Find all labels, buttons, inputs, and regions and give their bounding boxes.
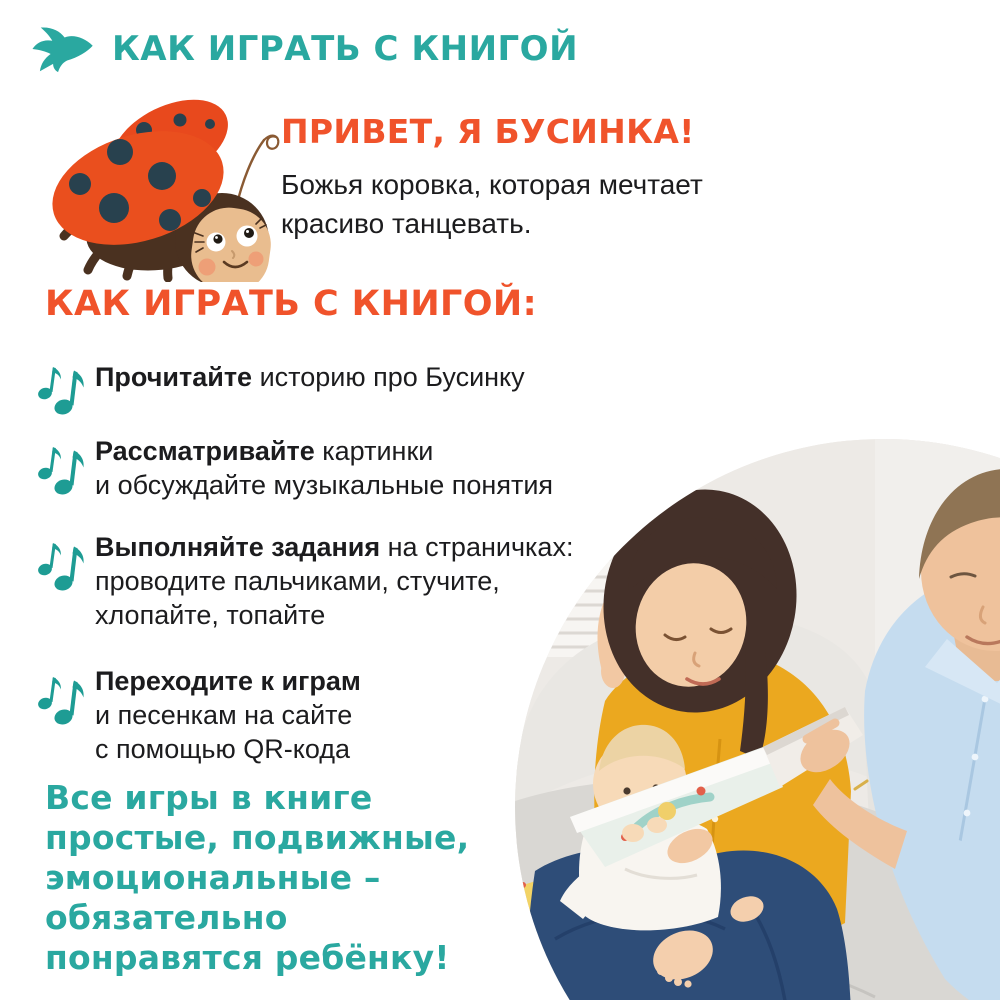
list-item [36,530,646,632]
closing-text [45,778,469,978]
closing-line: простые, подвижные, [45,818,470,857]
closing-line: понравятся ребёнку! [45,938,450,977]
bird-icon [30,22,96,76]
list-item-line: Переходите к играм [95,666,361,696]
hero-description [281,165,761,243]
list-item-line: проводите пальчиками, стучите, [95,566,500,596]
list-item-line: и песенкам на сайте [95,700,353,730]
list-item [36,348,646,418]
music-note-icon [36,440,86,498]
list-item-text [95,530,573,632]
closing-line: Все игры в книге [45,778,373,817]
list-item-line: Рассматривайте картинки [95,436,434,466]
music-note-icon [36,670,86,728]
header [30,22,578,76]
closing-line: эмоциональные – [45,858,381,897]
hero-title: ПРИВЕТ, Я БУСИНКА! [281,112,695,151]
hero-desc-line: красиво танцевать. [281,208,532,239]
list-item-line: хлопайте, топайте [95,600,326,630]
list-item-text [95,664,361,766]
music-note-icon [36,360,86,418]
list-item-line: Выполняйте задания на страничках: [95,532,574,562]
closing-line: обязательно [45,898,288,937]
list-item-line: и обсуждайте музыкальные понятия [95,470,554,500]
list-item-line: Прочитайте историю про Бусинку [95,362,525,392]
page-title: КАК ИГРАТЬ С КНИГОЙ [112,29,579,69]
hero-text [281,112,761,243]
list-item-text [95,348,525,394]
section-heading: КАК ИГРАТЬ С КНИГОЙ: [45,284,537,324]
music-note-icon [36,536,86,594]
list-item-line: с помощью QR-кода [95,734,351,764]
ladybug-illustration [40,90,284,282]
hero-desc-line: Божья коровка, которая мечтает [281,169,703,200]
list-item-text [95,434,553,502]
list-item [36,434,646,502]
